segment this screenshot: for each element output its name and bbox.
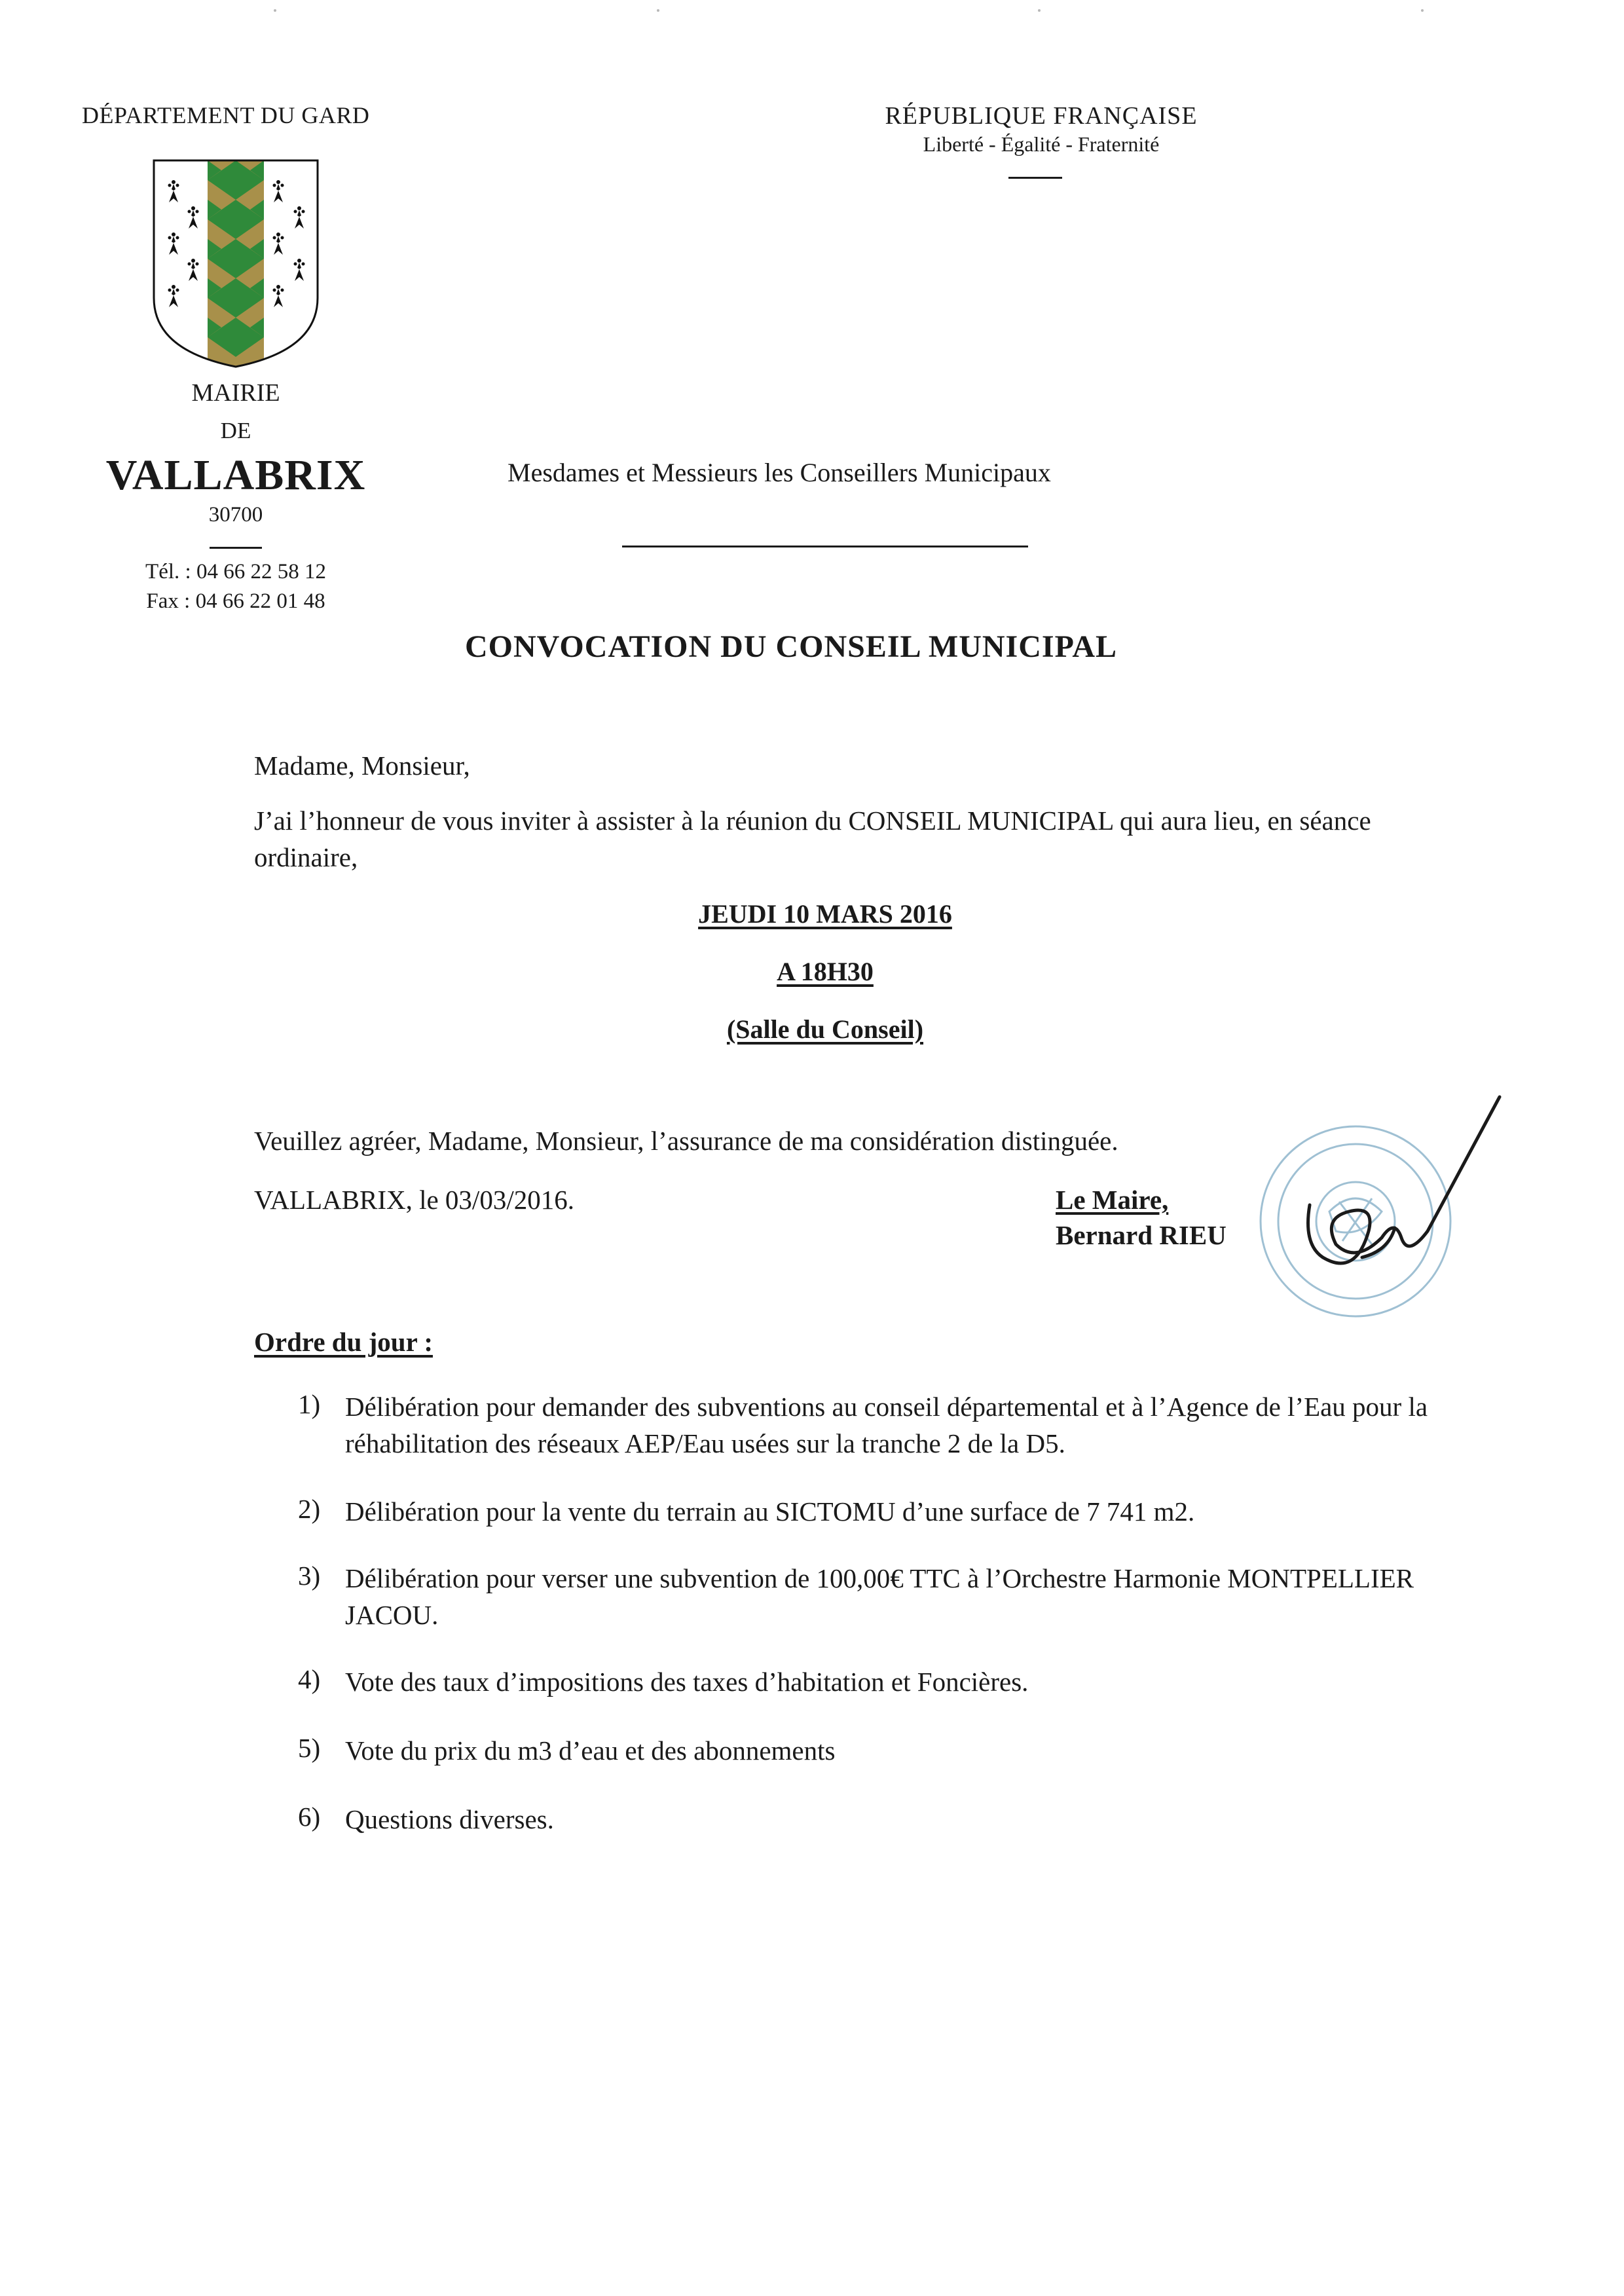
telephone: Tél. : 04 66 22 58 12 — [145, 560, 326, 583]
republic-label: RÉPUBLIQUE FRANÇAISE — [885, 102, 1198, 130]
salutation: Madame, Monsieur, — [254, 750, 470, 781]
divider — [210, 547, 262, 549]
mairie-de-label: DE — [220, 418, 251, 443]
agenda-item-text: Délibération pour verser une subvention de 100,00€ TTC à l’Orchestre Harmonie MONTPELLIER JACOU. — [345, 1563, 1414, 1630]
scan-mark — [274, 9, 276, 12]
agenda-item-text: Délibération pour la vente du terrain au SICTOMU d’une surface de 7 741 m2. — [345, 1496, 1195, 1527]
scan-mark — [1421, 9, 1424, 12]
agenda-title: Ordre du jour : — [254, 1327, 433, 1357]
fax: Fax : 04 66 22 01 48 — [146, 589, 325, 613]
agenda-item-text: Questions diverses. — [345, 1804, 554, 1834]
agenda-item-number: 6) — [298, 1802, 321, 1832]
handwritten-signature-icon — [1308, 1097, 1500, 1263]
mayor-name: Bernard RIEU — [1056, 1220, 1227, 1250]
letter-body: J’ai l’honneur de vous inviter à assister à la réunion du CONSEIL MUNICIPAL qui aura lieu, en séance ordinaire, — [254, 805, 1371, 872]
agenda-item-text: Délibération pour demander des subventions au conseil départemental et à l’Agence de l’Eau pour la réhabilitation des réseaux AEP/Eau usées sur la tranche 2 de la D5. — [345, 1392, 1428, 1458]
town-name: VALLABRIX — [105, 451, 366, 499]
document-title: CONVOCATION DU CONSEIL MUNICIPAL — [465, 629, 1118, 664]
scan-mark — [657, 9, 659, 12]
agenda-item-text: Vote du prix du m3 d’eau et des abonnements — [345, 1735, 836, 1766]
mairie-label: MAIRIE — [191, 379, 280, 407]
agenda-item-number: 3) — [298, 1561, 321, 1591]
divider — [622, 546, 1028, 547]
agenda-item-number: 5) — [298, 1733, 321, 1763]
mayor-title: Le Maire, — [1056, 1185, 1169, 1215]
place-and-date: VALLABRIX, le 03/03/2016. — [254, 1185, 574, 1215]
coat-of-arms-icon — [147, 154, 324, 370]
addressee: Mesdames et Messieurs les Conseillers Municipaux — [507, 458, 1051, 487]
closing-formula: Veuillez agréer, Madame, Monsieur, l’assurance de ma considération distinguée. — [254, 1126, 1118, 1156]
agenda-item-number: 4) — [298, 1664, 321, 1694]
divider — [1008, 177, 1062, 179]
agenda-item-number: 2) — [298, 1494, 321, 1524]
agenda-item-text: Vote des taux d’impositions des taxes d’habitation et Foncières. — [345, 1667, 1029, 1697]
meeting-time: A 18H30 — [777, 957, 874, 986]
scan-mark — [1038, 9, 1041, 12]
motto-label: Liberté - Égalité - Fraternité — [923, 132, 1160, 156]
department-label: DÉPARTEMENT DU GARD — [82, 102, 370, 128]
postcode: 30700 — [208, 503, 263, 527]
meeting-place: (Salle du Conseil) — [726, 1014, 924, 1044]
agenda-item-number: 1) — [298, 1389, 321, 1419]
official-seal-icon — [1231, 1087, 1506, 1349]
meeting-date: JEUDI 10 MARS 2016 — [698, 899, 952, 929]
